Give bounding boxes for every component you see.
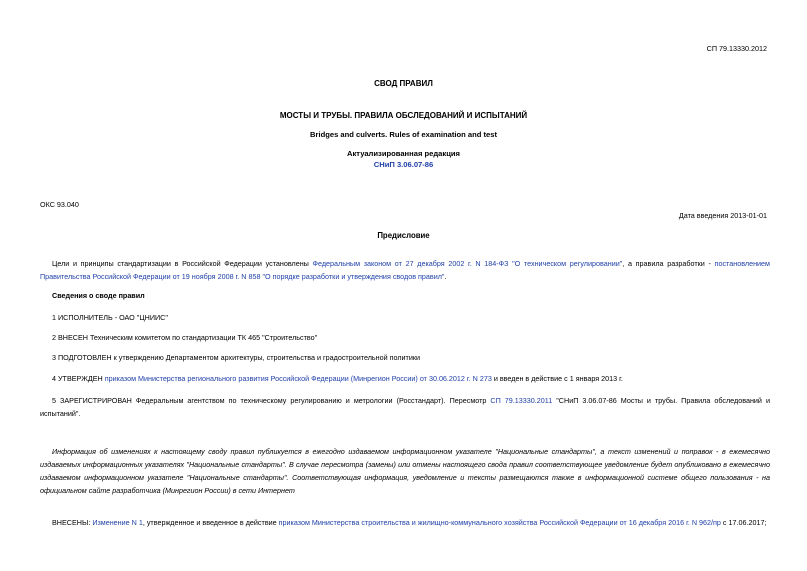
item-prepared: 3 ПОДГОТОВЛЕН к утверждению Департаментом архитектуры, строительства и градостроительной политики	[52, 353, 421, 362]
item-executor: 1 ИСПОЛНИТЕЛЬ - ОАО "ЦНИИС"	[52, 313, 168, 322]
replaces-link[interactable]: СНиП 3.06.07-86	[373, 160, 434, 169]
item-approved	[52, 374, 772, 383]
document-name-ru: МОСТЫ И ТРУБЫ. ПРАВИЛА ОБСЛЕДОВАНИЙ И ИСПЫТАНИЙ	[279, 111, 528, 120]
ministry-order-link[interactable]: приказом Министерства регионального развития Российской Федерации (Минрегион России) от 30.06.2012 г. N 273	[104, 374, 492, 383]
document-name-en: Bridges and culverts. Rules of examination and test	[310, 130, 497, 139]
amend-text: с 17.06.2017;	[720, 518, 767, 527]
info-heading: Сведения о своде правил	[52, 291, 145, 300]
preface-text: Цели и принципы стандартизации в Российской Федерации установлены	[52, 259, 313, 268]
edition-label: Актуализированная редакция	[347, 149, 460, 158]
oks-code: ОКС 93.040	[40, 200, 79, 209]
minstroy-order-link[interactable]: приказом Министерства строительства и жилищно-коммунального хозяйства Российской Федерации от 16 декабря 2016 г. N 962/пр	[278, 518, 721, 527]
previous-sp-link[interactable]: СП 79.13330.2011	[490, 396, 553, 405]
amend-text: ВНЕСЕНЫ:	[52, 518, 93, 527]
item-submitted: 2 ВНЕСЕН Техническим комитетом по стандартизации ТК 465 "Строительство"	[52, 333, 318, 342]
preface-text: .	[444, 272, 447, 281]
item-text: "СНиП 3.06.07-86 Мосты и трубы. Правила обследований и испытаний".	[40, 396, 770, 418]
item-text: 4 УТВЕРЖДЕН	[52, 374, 105, 383]
amend-text: , утвержденное и введенное в действие	[142, 518, 279, 527]
amendments-line	[52, 518, 772, 527]
changes-notice: Информация об изменениях к настоящему своду правил публикуется в ежегодно издаваемом информационном указателе "Национальные стандарты", а текст изменений и поправок - в ежемесячно издаваемых информационных указателях "Национальные стандарты". В случае пересмотра (замены) или отмены настоящего свода правил соответствующее уведомление будет опубликовано в ежемесячно издаваемом информационном указателе "Национальные стандарты". Соответствующая информация, уведомление и тексты размещаются также в информационной системе общего пользования - на официальном сайте разработчика (Минрегион России) в сети Интернет	[40, 447, 770, 495]
preface-paragraph	[40, 257, 770, 283]
preface-text: , а правила разработки -	[622, 259, 715, 268]
amendment-1-link[interactable]: Изменение N 1	[92, 518, 143, 527]
item-text: и введен в действие с 1 января 2013 г.	[491, 374, 623, 383]
federal-law-link[interactable]: Федеральным законом от 27 декабря 2002 г. N 184-ФЗ "О техническом регулировании"	[312, 259, 623, 268]
item-registered	[40, 394, 770, 420]
government-decree-link[interactable]: постановлением Правительства Российской Федерации от 19 ноября 2008 г. N 858 "О порядке разработки и утверждения сводов правил"	[40, 259, 770, 281]
preface-title: Предисловие	[377, 231, 430, 240]
intro-date: Дата введения 2013-01-01	[678, 211, 767, 220]
document-code: СП 79.13330.2012	[706, 44, 767, 53]
item-text: 5 ЗАРЕГИСТРИРОВАН Федеральным агентством по техническому регулированию и метрологии (Росстандарт). Пересмотр	[52, 396, 491, 405]
document-type-title: СВОД ПРАВИЛ	[374, 79, 433, 88]
